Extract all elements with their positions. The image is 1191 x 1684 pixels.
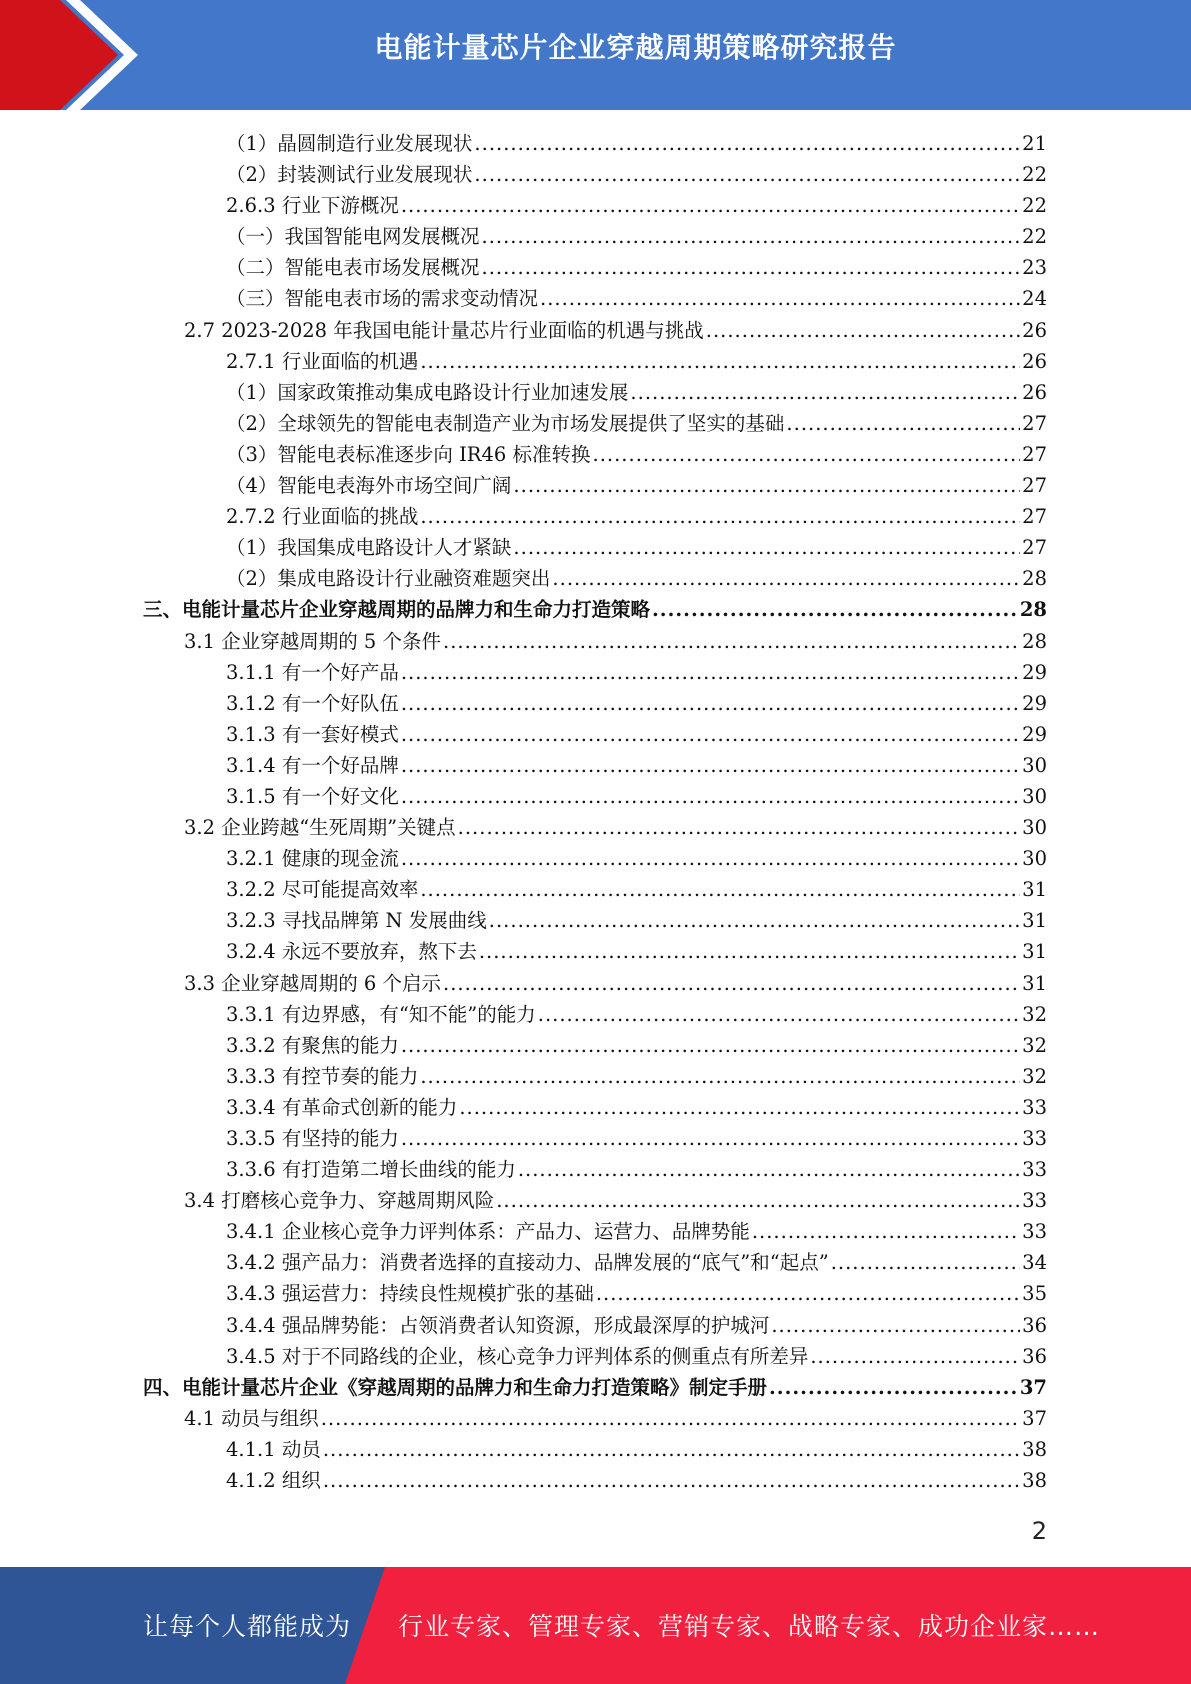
toc-entry-title: 3.4.1 企业核心竞争力评判体系：产品力、运营力、品牌势能 bbox=[226, 1220, 750, 1244]
toc-entry[interactable] bbox=[0, 501, 1047, 532]
toc-dot-leader bbox=[474, 159, 1020, 190]
toc-entry-title: 3.4.5 对于不同路线的企业，核心竞争力评判体系的侧重点有所差异 bbox=[226, 1344, 809, 1368]
toc-entry[interactable] bbox=[0, 594, 1047, 625]
toc-dot-leader bbox=[652, 594, 1018, 625]
toc-entry-title: （二）智能电表市场发展概况 bbox=[226, 256, 480, 280]
toc-dot-leader bbox=[401, 1123, 1020, 1154]
toc-dot-leader bbox=[401, 750, 1020, 781]
toc-entry-title: 3.4 打磨核心竞争力、穿越周期风险 bbox=[184, 1189, 495, 1213]
toc-dot-leader bbox=[443, 626, 1020, 657]
toc-entry-page: 29 bbox=[1022, 660, 1047, 684]
toc-entry-title: 3.3.6 有打造第二增长曲线的能力 bbox=[226, 1158, 516, 1182]
toc-entry-page: 29 bbox=[1022, 722, 1047, 746]
toc-entry[interactable] bbox=[0, 1030, 1047, 1061]
toc-entry-title: （3）智能电表标准逐步向 IR46 标准转换 bbox=[226, 442, 591, 466]
toc-entry[interactable] bbox=[0, 283, 1047, 314]
toc-entry-page: 33 bbox=[1022, 1095, 1047, 1119]
toc-entry-page: 30 bbox=[1022, 816, 1047, 840]
toc-entry-page: 27 bbox=[1022, 411, 1047, 435]
toc-entry-page: 33 bbox=[1022, 1189, 1047, 1213]
toc-entry-page: 28 bbox=[1019, 598, 1047, 622]
toc-entry[interactable] bbox=[0, 1434, 1047, 1465]
toc-dot-leader bbox=[420, 1061, 1020, 1092]
toc-entry-title: 3.3.5 有坚持的能力 bbox=[226, 1127, 399, 1150]
toc-entry-title: （1）晶圆制造行业发展现状 bbox=[226, 132, 473, 155]
toc-entry-title: 2.7.2 行业面临的挑战 bbox=[226, 505, 419, 529]
toc-entry-page: 31 bbox=[1022, 909, 1047, 933]
toc-entry-title: 3.2.2 尽可能提高效率 bbox=[226, 878, 419, 902]
toc-entry[interactable] bbox=[0, 905, 1047, 936]
toc-entry-page: 22 bbox=[1022, 225, 1047, 249]
toc-entry-page: 34 bbox=[1022, 1251, 1047, 1275]
toc-dot-leader bbox=[401, 688, 1020, 719]
toc-entry[interactable] bbox=[0, 252, 1047, 283]
toc-entry-title: 2.6.3 行业下游概况 bbox=[226, 194, 399, 218]
toc-entry-page: 38 bbox=[1022, 1469, 1047, 1493]
toc-dot-leader bbox=[596, 1278, 1020, 1309]
toc-entry-title: （一）我国智能电网发展概况 bbox=[226, 225, 480, 249]
toc-entry-title: （1）国家政策推动集成电路设计行业加速发展 bbox=[226, 380, 629, 404]
footer-slogan-left: 让每个人都能成为 bbox=[143, 1612, 352, 1641]
toc-entry-title: 4.1.2 组织 bbox=[226, 1469, 321, 1493]
toc-entry-page: 37 bbox=[1019, 1375, 1047, 1399]
toc-dot-leader bbox=[401, 657, 1020, 688]
toc-entry-page: 26 bbox=[1022, 318, 1047, 342]
toc-entry-title: （三）智能电表市场的需求变动情况 bbox=[226, 287, 539, 311]
toc-entry-title: 3.1.2 有一个好队伍 bbox=[226, 691, 399, 715]
toc-entry[interactable] bbox=[0, 408, 1047, 439]
toc-dot-leader bbox=[786, 408, 1020, 439]
toc-entry[interactable] bbox=[0, 1341, 1047, 1372]
toc-entry-title: 3.2 企业跨越“生死周期”关键点 bbox=[184, 816, 456, 840]
toc-entry-title: 3.3.2 有聚焦的能力 bbox=[226, 1033, 399, 1057]
toc-entry[interactable] bbox=[0, 439, 1047, 470]
toc-entry[interactable] bbox=[0, 128, 1047, 159]
toc-dot-leader bbox=[401, 1030, 1020, 1061]
footer-slogan-right: 行业专家、管理专家、营销专家、战略专家、成功企业家…… bbox=[398, 1612, 1101, 1641]
toc-dot-leader bbox=[769, 1372, 1018, 1403]
toc-entry-page: 27 bbox=[1022, 474, 1047, 498]
toc-entry-page: 28 bbox=[1022, 629, 1047, 653]
header-red-arrow-graphic bbox=[0, 0, 160, 110]
toc-entry-page: 21 bbox=[1022, 132, 1047, 155]
toc-dot-leader bbox=[323, 1434, 1020, 1465]
toc-entry-page: 23 bbox=[1022, 256, 1047, 280]
toc-dot-leader bbox=[474, 128, 1020, 159]
toc-dot-leader bbox=[482, 252, 1021, 283]
toc-dot-leader bbox=[323, 1465, 1020, 1496]
toc-entry-page: 31 bbox=[1022, 971, 1047, 995]
toc-entry[interactable] bbox=[0, 750, 1047, 781]
toc-dot-leader bbox=[496, 1185, 1020, 1216]
toc-entry-title: 3.4.3 强运营力：持续良性规模扩张的基础 bbox=[226, 1282, 594, 1306]
toc-entry[interactable] bbox=[0, 1185, 1047, 1216]
toc-dot-leader bbox=[810, 1341, 1020, 1372]
toc-entry-title: 2.7 2023-2028 年我国电能计量芯片行业面临的机遇与挑战 bbox=[184, 318, 704, 342]
toc-entry-title: （2）集成电路设计行业融资难题突出 bbox=[226, 567, 551, 591]
toc-dot-leader bbox=[401, 190, 1020, 221]
toc-entry-page: 36 bbox=[1022, 1344, 1047, 1368]
toc-entry-title: 3.2.3 寻找品牌第 N 发展曲线 bbox=[226, 909, 487, 933]
toc-entry-title: 3.3.1 有边界感，有“知不能”的能力 bbox=[226, 1002, 536, 1026]
toc-entry[interactable] bbox=[0, 470, 1047, 501]
toc-dot-leader bbox=[420, 874, 1020, 905]
toc-entry[interactable] bbox=[0, 1247, 1047, 1278]
toc-entry-title: 3.1 企业穿越周期的 5 个条件 bbox=[184, 629, 442, 653]
toc-entry[interactable] bbox=[0, 1403, 1047, 1434]
toc-dot-leader bbox=[630, 377, 1020, 408]
toc-entry-page: 30 bbox=[1022, 784, 1047, 808]
toc-entry-title: 3.1.5 有一个好文化 bbox=[226, 784, 399, 808]
toc-entry[interactable] bbox=[0, 1372, 1047, 1403]
toc-entry[interactable] bbox=[0, 1154, 1047, 1185]
page-footer bbox=[0, 1567, 1191, 1684]
toc-entry-title: 4.1.1 动员 bbox=[226, 1437, 321, 1461]
toc-entry-page: 26 bbox=[1022, 380, 1047, 404]
toc-dot-leader bbox=[443, 968, 1020, 999]
toc-dot-leader bbox=[459, 1092, 1020, 1123]
toc-entry[interactable] bbox=[0, 159, 1047, 190]
toc-entry[interactable] bbox=[0, 1465, 1047, 1496]
toc-dot-leader bbox=[538, 999, 1020, 1030]
toc-entry-title: 3.4.2 强产品力：消费者选择的直接动力、品牌发展的“底气”和“起点” bbox=[226, 1251, 829, 1275]
toc-entry-title: 三、电能计量芯片企业穿越周期的品牌力和生命力打造策略 bbox=[143, 598, 651, 622]
toc-entry-title: 3.3.3 有控节奏的能力 bbox=[226, 1064, 419, 1088]
toc-entry-title: 3.4.4 强品牌势能：占领消费者认知资源，形成最深厚的护城河 bbox=[226, 1313, 770, 1337]
toc-entry-title: （4）智能电表海外市场空间广阔 bbox=[226, 474, 512, 498]
toc-entry-page: 30 bbox=[1022, 847, 1047, 871]
toc-entry-title: 2.7.1 行业面临的机遇 bbox=[226, 349, 419, 373]
toc-entry-page: 31 bbox=[1022, 878, 1047, 902]
toc-dot-leader bbox=[771, 1310, 1020, 1341]
toc-entry-page: 22 bbox=[1022, 194, 1047, 218]
toc-dot-leader bbox=[401, 719, 1020, 750]
toc-entry-title: 3.2.1 健康的现金流 bbox=[226, 847, 399, 871]
toc-dot-leader bbox=[482, 221, 1021, 252]
toc-entry-title: 四、电能计量芯片企业《穿越周期的品牌力和生命力打造策略》制定手册 bbox=[143, 1375, 768, 1399]
toc-entry-page: 24 bbox=[1022, 287, 1047, 311]
toc-dot-leader bbox=[321, 1403, 1020, 1434]
toc-entry[interactable] bbox=[0, 221, 1047, 252]
toc-entry-page: 32 bbox=[1022, 1033, 1047, 1057]
toc-entry[interactable] bbox=[0, 1310, 1047, 1341]
toc-entry[interactable] bbox=[0, 563, 1047, 594]
toc-entry-page: 27 bbox=[1022, 536, 1047, 560]
toc-entry-page: 27 bbox=[1022, 442, 1047, 466]
toc-entry[interactable] bbox=[0, 1278, 1047, 1309]
toc-dot-leader bbox=[513, 470, 1020, 501]
table-of-contents bbox=[0, 128, 1191, 1496]
toc-entry[interactable] bbox=[0, 377, 1047, 408]
toc-entry[interactable] bbox=[0, 1061, 1047, 1092]
toc-entry[interactable] bbox=[0, 346, 1047, 377]
toc-entry-title: 3.1.1 有一个好产品 bbox=[226, 660, 399, 684]
toc-entry[interactable] bbox=[0, 657, 1047, 688]
toc-entry-page: 33 bbox=[1022, 1158, 1047, 1182]
toc-entry[interactable] bbox=[0, 874, 1047, 905]
report-title: 电能计量芯片企业穿越周期策略研究报告 bbox=[374, 31, 897, 64]
toc-entry-page: 35 bbox=[1022, 1282, 1047, 1306]
toc-entry-page: 26 bbox=[1022, 349, 1047, 373]
toc-dot-leader bbox=[489, 905, 1020, 936]
toc-dot-leader bbox=[706, 315, 1020, 346]
toc-entry-title: 4.1 动员与组织 bbox=[184, 1406, 319, 1430]
toc-dot-leader bbox=[752, 1216, 1020, 1247]
toc-entry-title: 3.1.3 有一套好模式 bbox=[226, 722, 399, 746]
toc-dot-leader bbox=[513, 532, 1020, 563]
toc-entry-title: 3.2.4 永远不要放弃，熬下去 bbox=[226, 940, 477, 964]
toc-entry[interactable] bbox=[0, 1092, 1047, 1123]
toc-entry[interactable] bbox=[0, 315, 1047, 346]
toc-entry-page: 27 bbox=[1022, 505, 1047, 529]
toc-entry[interactable] bbox=[0, 1216, 1047, 1247]
toc-entry-title: 3.3.4 有革命式创新的能力 bbox=[226, 1095, 458, 1119]
toc-entry-page: 32 bbox=[1022, 1064, 1047, 1088]
toc-dot-leader bbox=[540, 283, 1020, 314]
toc-dot-leader bbox=[420, 501, 1020, 532]
toc-entry-page: 29 bbox=[1022, 691, 1047, 715]
toc-dot-leader bbox=[831, 1247, 1020, 1278]
toc-entry[interactable] bbox=[0, 532, 1047, 563]
toc-dot-leader bbox=[593, 439, 1021, 470]
toc-entry[interactable] bbox=[0, 626, 1047, 657]
toc-entry[interactable] bbox=[0, 1123, 1047, 1154]
toc-entry[interactable] bbox=[0, 812, 1047, 843]
toc-entry-page: 33 bbox=[1022, 1220, 1047, 1244]
toc-dot-leader bbox=[401, 781, 1020, 812]
toc-dot-leader bbox=[458, 812, 1021, 843]
toc-dot-leader bbox=[420, 346, 1020, 377]
toc-entry[interactable] bbox=[0, 781, 1047, 812]
toc-entry-title: 3.1.4 有一个好品牌 bbox=[226, 753, 399, 777]
toc-entry-page: 37 bbox=[1022, 1406, 1047, 1430]
toc-entry-page: 30 bbox=[1022, 753, 1047, 777]
toc-entry-page: 31 bbox=[1022, 940, 1047, 964]
toc-entry-page: 22 bbox=[1022, 163, 1047, 187]
toc-entry-title: （2）封装测试行业发展现状 bbox=[226, 163, 473, 187]
toc-entry-title: 3.3 企业穿越周期的 6 个启示 bbox=[184, 971, 442, 995]
toc-dot-leader bbox=[518, 1154, 1020, 1185]
toc-entry[interactable] bbox=[0, 843, 1047, 874]
page-number: 2 bbox=[1031, 1517, 1047, 1545]
toc-dot-leader bbox=[401, 843, 1020, 874]
toc-entry-title: （2）全球领先的智能电表制造产业为市场发展提供了坚实的基础 bbox=[226, 411, 785, 435]
toc-dot-leader bbox=[479, 936, 1020, 967]
toc-entry[interactable] bbox=[0, 968, 1047, 999]
toc-entry[interactable] bbox=[0, 190, 1047, 221]
toc-entry-page: 32 bbox=[1022, 1002, 1047, 1026]
toc-entry[interactable] bbox=[0, 688, 1047, 719]
toc-entry[interactable] bbox=[0, 936, 1047, 967]
toc-entry-page: 38 bbox=[1022, 1437, 1047, 1461]
toc-dot-leader bbox=[552, 563, 1020, 594]
toc-entry-title: （1）我国集成电路设计人才紧缺 bbox=[226, 536, 512, 560]
toc-entry[interactable] bbox=[0, 999, 1047, 1030]
toc-entry[interactable] bbox=[0, 719, 1047, 750]
toc-entry-page: 36 bbox=[1022, 1313, 1047, 1337]
toc-entry-page: 28 bbox=[1022, 567, 1047, 591]
toc-entry-page: 33 bbox=[1022, 1127, 1047, 1150]
page-header bbox=[0, 0, 1191, 110]
